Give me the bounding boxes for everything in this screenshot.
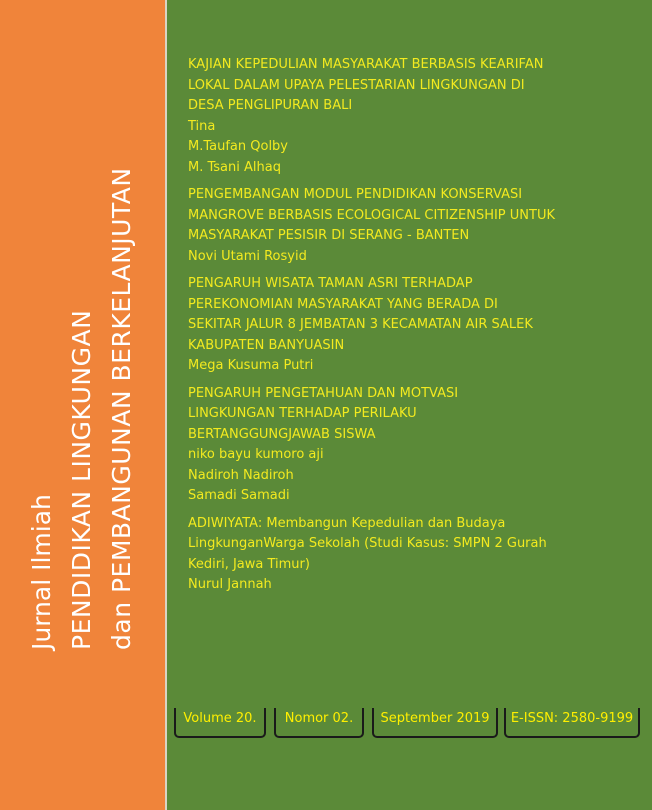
article-3 xyxy=(188,274,628,377)
article-title: PENGARUH PENGETAHUAN DAN MOTVASI LINGKUNGAN TERHADAP PERILAKU BERTANGGUNGJAWAB SISWA xyxy=(188,385,459,442)
article-author: Novi Utami Rosyid xyxy=(188,248,307,264)
journal-name-line1: Jurnal Ilmiah xyxy=(27,494,56,650)
issue-info xyxy=(0,708,652,742)
article-author: Mega Kusuma Putri xyxy=(188,358,314,373)
article-author: M.Taufan Qolby xyxy=(188,139,289,154)
journal-name-line2: PENDIDIKAN LINGKUNGAN xyxy=(67,309,96,650)
article-title: ADIWIYATA: Membangun Kepedulian dan Budaya LingkunganWarga Sekolah (Studi Kasus: SMPN 2 Gurah Kediri, Jawa Timur) xyxy=(188,515,547,572)
table-of-contents xyxy=(188,55,628,603)
article-1 xyxy=(188,55,628,178)
issue-number: Nomor 02. xyxy=(274,708,364,738)
article-author: niko bayu kumoro aji xyxy=(188,447,324,462)
article-2 xyxy=(188,185,628,267)
article-title: KAJIAN KEPEDULIAN MASYARAKAT BERBASIS KEARIFAN LOKAL DALAM UPAYA PELESTARIAN LINGKUNGAN DI DESA PENGLIPURAN BALI xyxy=(188,57,544,113)
article-4 xyxy=(188,384,628,507)
article-title: PENGEMBANGAN MODUL PENDIDIKAN KONSERVASI MANGROVE BERBASIS ECOLOGICAL CITIZENSHIP UNTUK MASYARAKAT PESISIR DI SERANG - BANTEN xyxy=(188,187,556,243)
article-author: M. Tsani Alhaq xyxy=(188,159,281,175)
article-author: Samadi Samadi xyxy=(188,488,290,503)
cover-spine xyxy=(0,0,167,810)
article-author: Nurul Jannah xyxy=(188,577,272,592)
issue-issn: E-ISSN: 2580-9199 xyxy=(504,708,640,738)
article-author: Tina xyxy=(188,118,216,134)
issue-date: September 2019 xyxy=(372,708,498,738)
article-author: Nadiroh Nadiroh xyxy=(188,467,294,483)
journal-name xyxy=(22,110,142,650)
article-5 xyxy=(188,514,628,596)
article-title: PENGARUH WISATA TAMAN ASRI TERHADAP PEREKONOMIAN MASYARAKAT YANG BERADA DI SEKITAR JALUR 8 JEMBATAN 3 KECAMATAN AIR SALEK KABUPATEN BANYUASIN xyxy=(188,276,533,353)
journal-name-line3: dan PEMBANGUNAN BERKELANJUTAN xyxy=(107,167,136,650)
issue-volume: Volume 20. xyxy=(174,708,266,738)
